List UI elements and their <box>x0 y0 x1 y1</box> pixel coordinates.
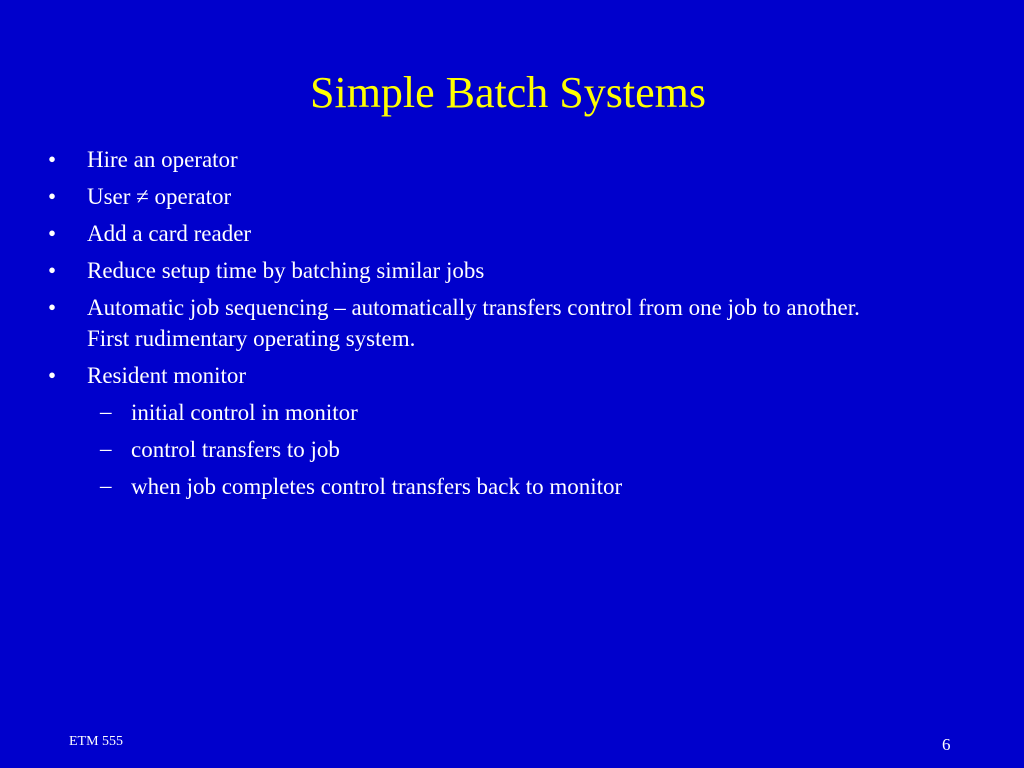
bullet-item <box>48 181 898 212</box>
dash-icon: – <box>100 436 112 461</box>
bullet-item <box>48 144 898 175</box>
sub-bullet-text: initial control in monitor <box>131 400 358 425</box>
bullet-list <box>48 144 898 508</box>
bullet-text: Automatic job sequencing – automatically transfers control from one job to another. First rudimentary operating system. <box>87 295 860 351</box>
footer-course-label: ETM 555 <box>69 734 124 749</box>
bullet-item <box>48 360 898 391</box>
bullet-icon: • <box>48 295 57 320</box>
bullet-item <box>48 292 898 354</box>
dash-icon: – <box>100 399 112 424</box>
bullet-item <box>48 218 898 249</box>
bullet-icon: • <box>48 184 57 209</box>
slide-title: Simple Batch Systems <box>310 68 706 117</box>
page-number: 6 <box>942 735 951 754</box>
bullet-icon: • <box>48 258 57 283</box>
bullet-text: Hire an operator <box>87 147 238 172</box>
bullet-text: Reduce setup time by batching similar jobs <box>87 258 485 283</box>
sub-bullet-text: when job completes control transfers back to monitor <box>131 474 623 499</box>
bullet-text: User ≠ operator <box>87 184 232 209</box>
sub-bullet-item <box>48 471 898 502</box>
dash-icon: – <box>100 473 112 498</box>
bullet-text: Resident monitor <box>87 363 247 388</box>
bullet-item <box>48 255 898 286</box>
sub-bullet-text: control transfers to job <box>131 437 340 462</box>
sub-bullet-item <box>48 397 898 428</box>
bullet-text: Add a card reader <box>87 221 252 246</box>
bullet-icon: • <box>48 147 57 172</box>
bullet-icon: • <box>48 363 57 388</box>
bullet-icon: • <box>48 221 57 246</box>
sub-bullet-item <box>48 434 898 465</box>
